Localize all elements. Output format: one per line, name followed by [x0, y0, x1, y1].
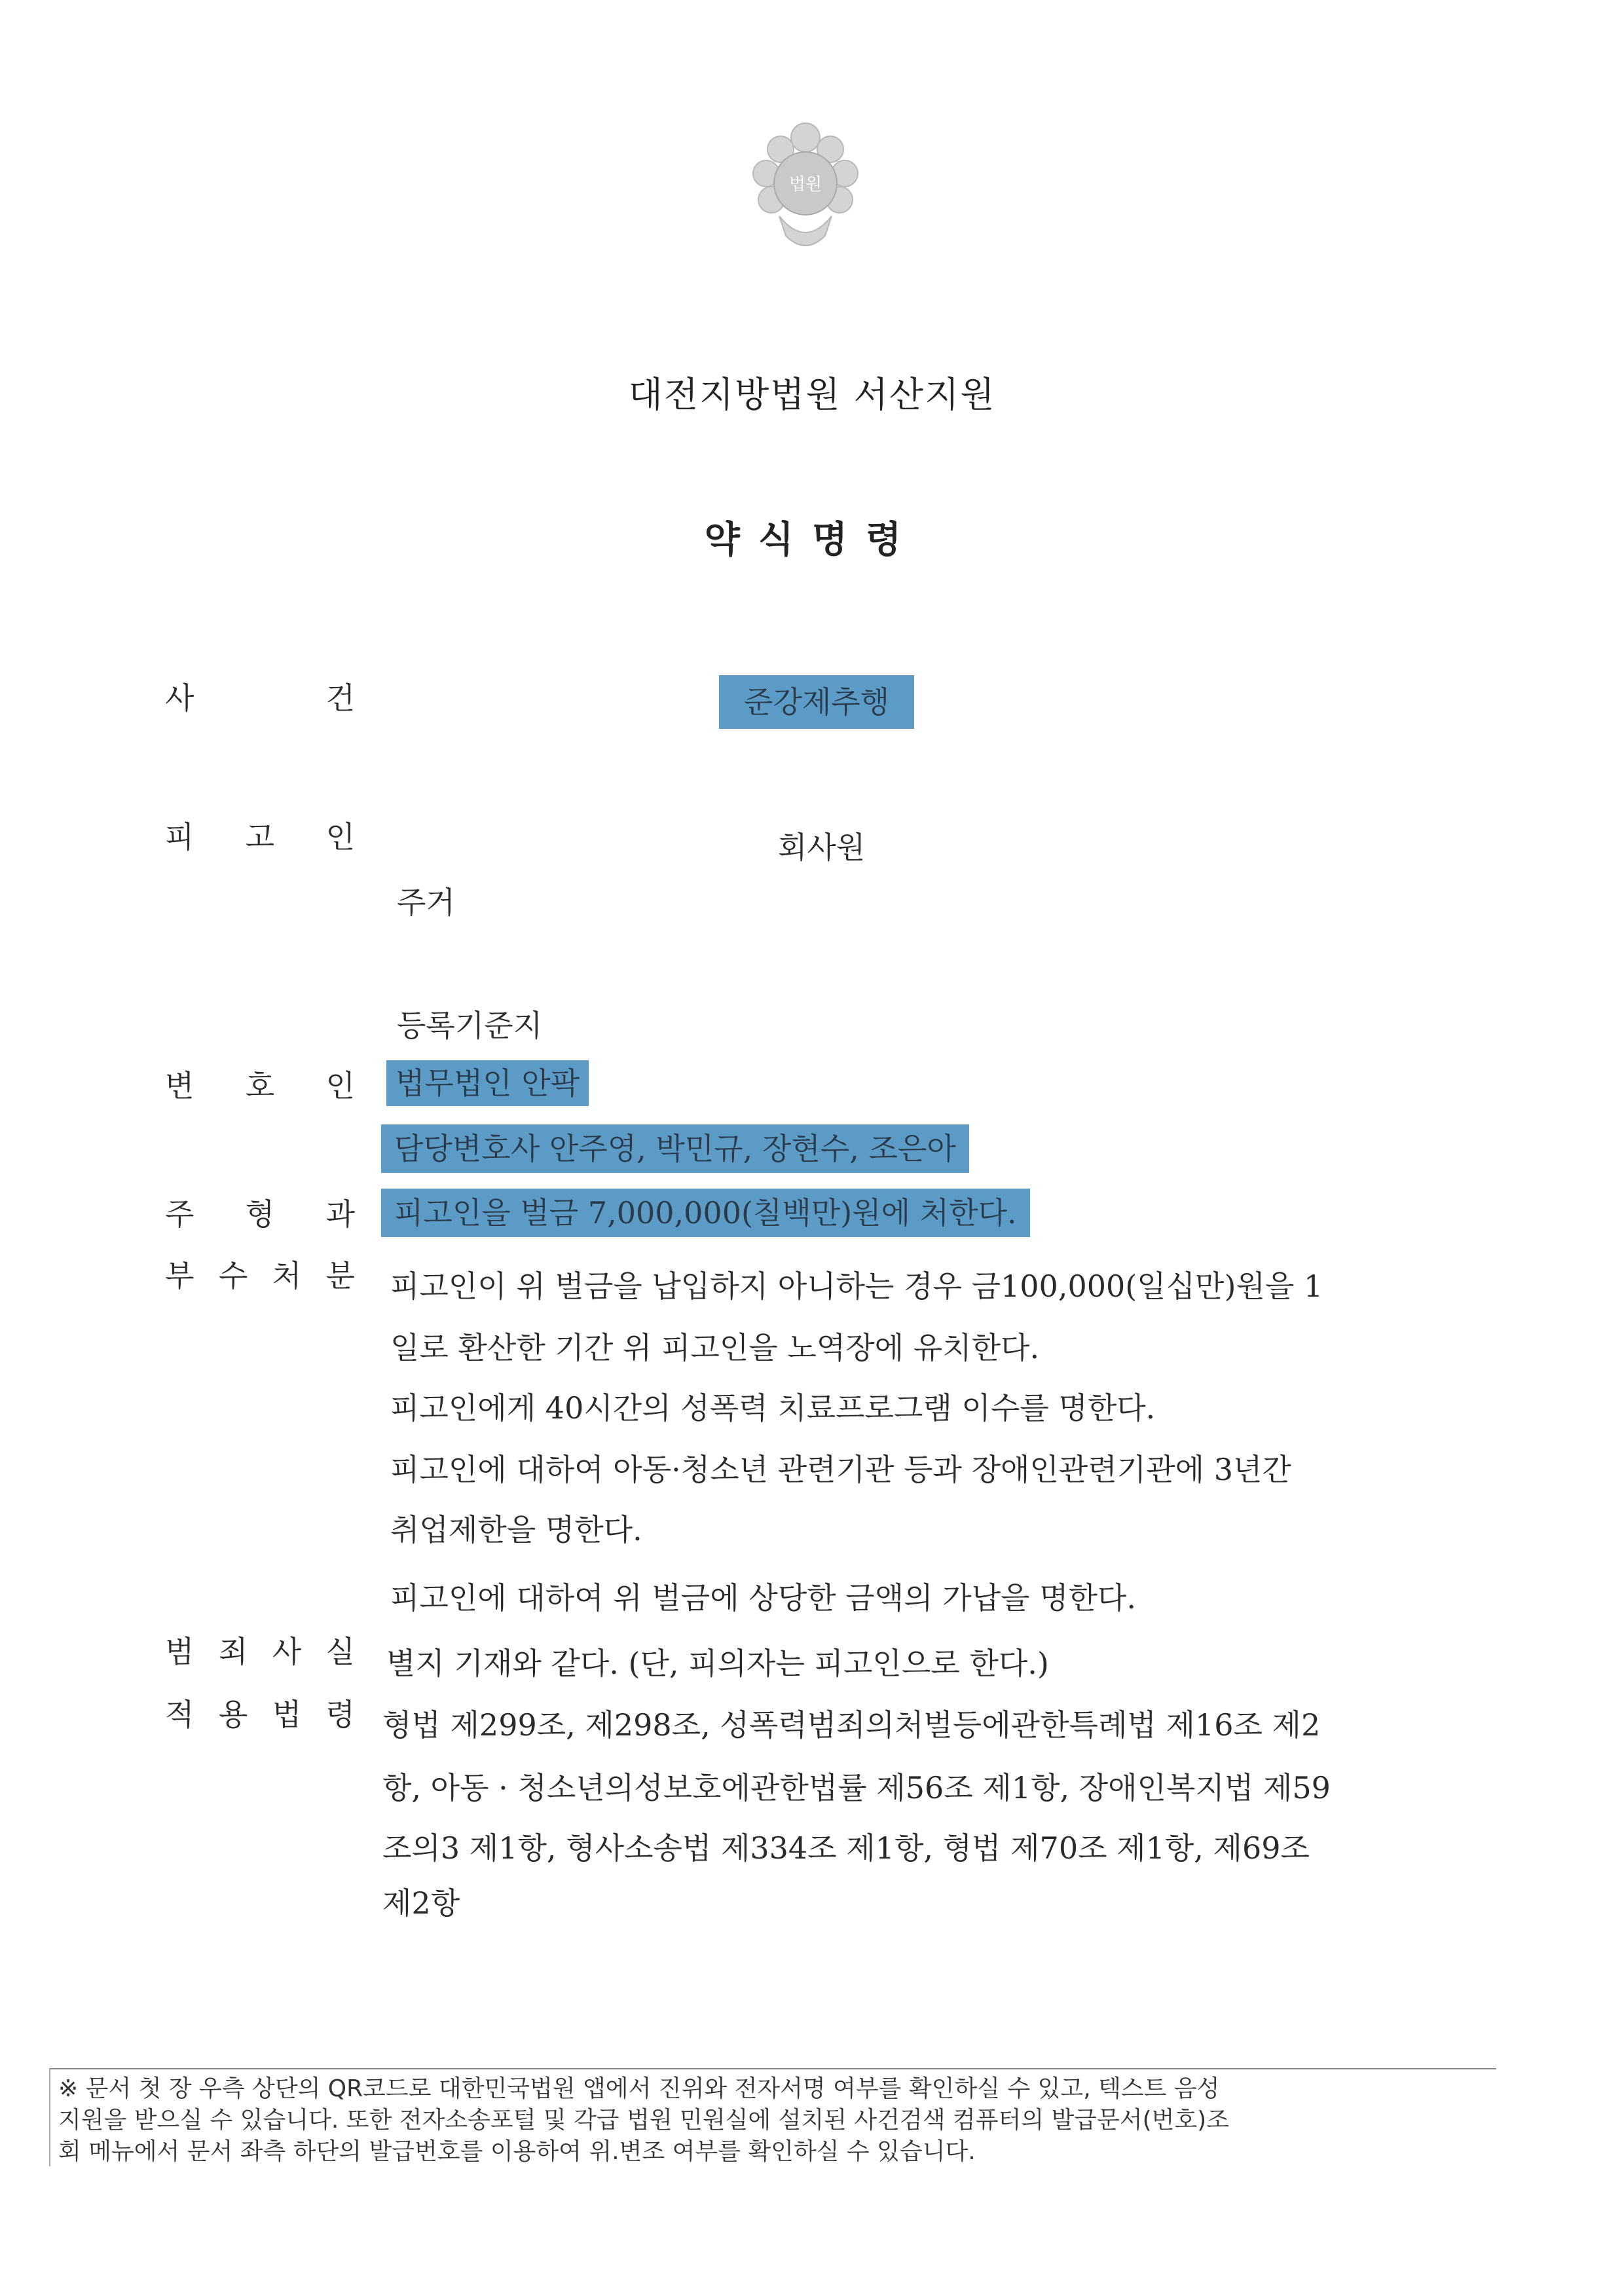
law-line: 조의3 제1항, 형사소송법 제334조 제1항, 형법 제70조 제1항, 제69조	[382, 1830, 1310, 1866]
defendant-label	[165, 813, 355, 857]
notice-line: ※ 문서 첫 장 우측 상단의 QR코드로 대한민국법원 앱에서 진위와 전자서명 여부를 확인하실 수 있고, 텍스트 음성	[58, 2075, 1220, 2102]
label-char: 령	[325, 1697, 355, 1732]
court-seal-logo	[740, 111, 871, 262]
label-char: 사	[272, 1634, 302, 1669]
label-char: 건	[325, 680, 355, 716]
case-value: 준강제추행	[719, 678, 914, 722]
label-char: 주	[165, 1196, 194, 1232]
label-char: 인	[325, 819, 355, 855]
verification-notice	[49, 2068, 1496, 2166]
label-char: 분	[325, 1258, 355, 1293]
law-label	[165, 1691, 355, 1734]
label-char: 인	[325, 1068, 355, 1103]
law-line: 항, 아동 · 청소년의성보호에관한법률 제56조 제1항, 장애인복지법 제59	[382, 1770, 1331, 1805]
facts-value: 별지 기재와 같다. (단, 피의자는 피고인으로 한다.)	[386, 1646, 1049, 1681]
lawyer-label	[165, 1062, 355, 1105]
label-char: 부	[165, 1258, 194, 1293]
additional-line: 피고인에게 40시간의 성폭력 치료프로그램 이수를 명한다.	[390, 1390, 1156, 1426]
label-char: 범	[165, 1634, 194, 1669]
court-name: 대전지방법원 서산지원	[628, 374, 996, 415]
case-label	[165, 675, 355, 718]
residence-label: 주거	[397, 885, 455, 920]
document-title: 약식명령	[704, 519, 920, 561]
additional-line: 일로 환산한 기간 위 피고인을 노역장에 유치한다.	[390, 1330, 1040, 1365]
additional-label	[165, 1252, 355, 1295]
label-char: 형	[245, 1196, 275, 1232]
label-char: 호	[245, 1068, 275, 1103]
defendant-job: 회사원	[778, 830, 866, 865]
additional-line: 피고인이 위 벌금을 납입하지 아니하는 경우 금100,000(일십만)원을 1	[390, 1268, 1323, 1304]
notice-line: 지원을 받으실 수 있습니다. 또한 전자소송포털 및 각급 법원 민원실에 설치된 사건검색 컴퓨터의 발급문서(번호)조	[58, 2107, 1229, 2134]
sentence-value: 피고인을 벌금 7,000,000(칠백만)원에 처한다.	[381, 1189, 1030, 1232]
notice-line: 회 메뉴에서 문서 좌측 하단의 발급번호를 이용하여 위.변조 여부를 확인하실 수 있습니다.	[58, 2138, 976, 2165]
label-char: 처	[272, 1258, 302, 1293]
label-char: 피	[165, 819, 194, 855]
sentence-label	[165, 1191, 355, 1234]
label-char: 수	[218, 1258, 248, 1293]
label-char: 용	[218, 1697, 248, 1732]
seal-text: 법원	[788, 175, 822, 194]
additional-line: 피고인에 대하여 아동·청소년 관련기관 등과 장애인관련기관에 3년간	[390, 1452, 1291, 1487]
label-char: 과	[325, 1196, 355, 1232]
law-firm: 법무법인 안팍	[386, 1060, 589, 1103]
facts-label	[165, 1628, 355, 1671]
label-char: 죄	[218, 1634, 248, 1669]
label-char: 법	[272, 1697, 302, 1732]
law-line: 제2항	[382, 1885, 460, 1921]
additional-line: 피고인에 대하여 위 벌금에 상당한 금액의 가납을 명한다.	[390, 1580, 1137, 1616]
law-line: 형법 제299조, 제298조, 성폭력범죄의처벌등에관한특례법 제16조 제2	[382, 1707, 1321, 1743]
additional-line: 취업제한을 명한다.	[390, 1512, 642, 1547]
label-char: 고	[245, 819, 275, 855]
label-char: 실	[325, 1634, 355, 1669]
registry-label: 등록기준지	[397, 1008, 543, 1043]
label-char: 적	[165, 1697, 194, 1732]
label-char: 변	[165, 1068, 194, 1103]
attorneys: 담당변호사 안주영, 박민규, 장현수, 조은아	[381, 1125, 969, 1168]
label-char: 사	[165, 680, 194, 716]
